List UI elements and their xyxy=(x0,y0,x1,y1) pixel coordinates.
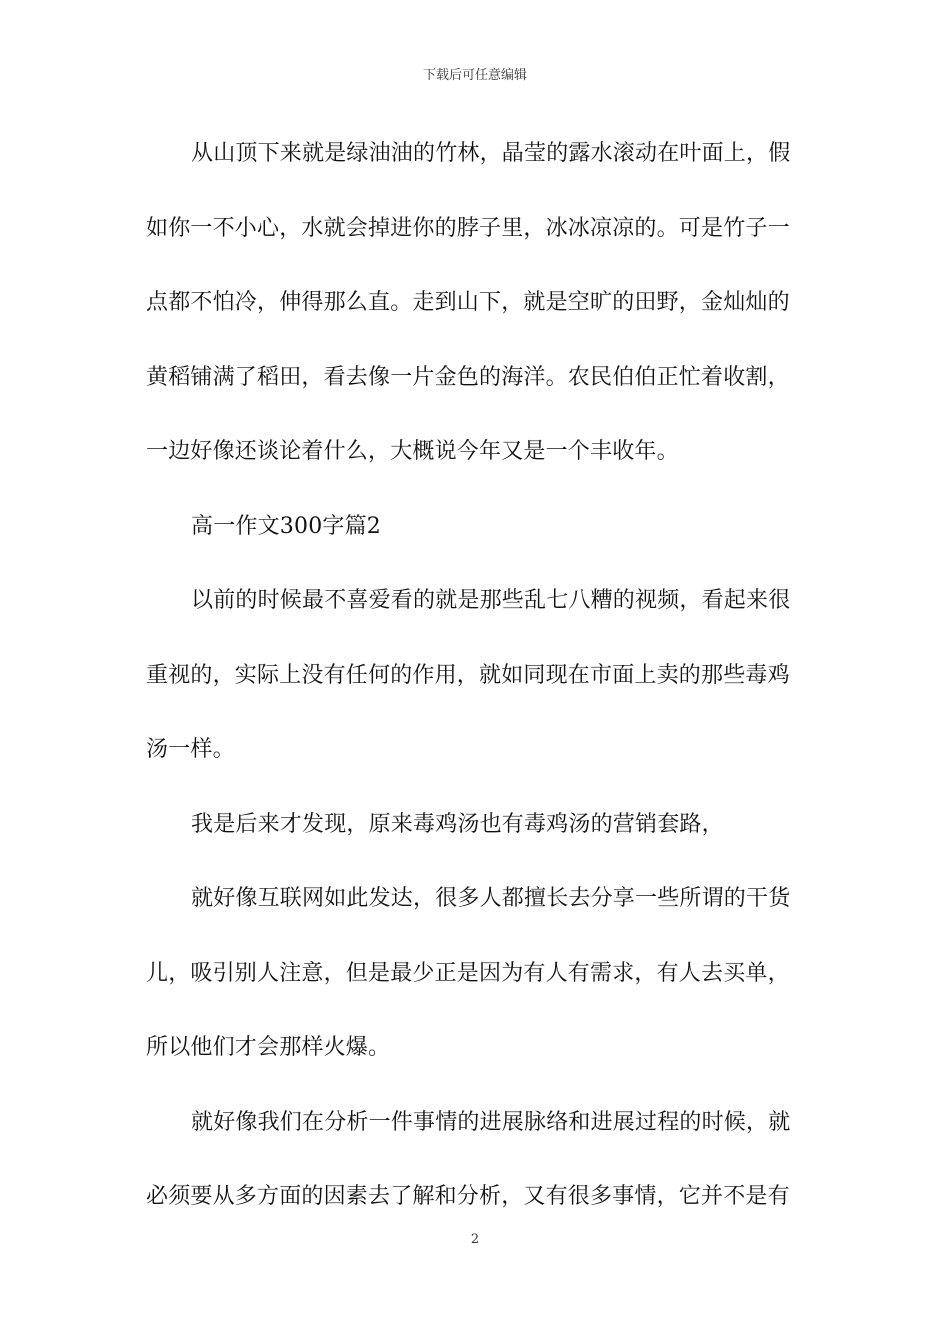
paragraph-line: 重视的，实际上没有任何的作用，就如同现在市面上卖的那些毒鸡 xyxy=(146,662,790,688)
document-body xyxy=(146,134,810,1252)
paragraph-line: 我是后来才发现，原来毒鸡汤也有毒鸡汤的营销套路， xyxy=(191,811,724,837)
paragraph-line: 就好像互联网如此发达，很多人都擅长去分享一些所谓的干货 xyxy=(191,886,791,911)
paragraph-line: 所以他们才会那样火爆。 xyxy=(146,1035,391,1060)
page-header: 下载后可任意编辑 xyxy=(422,68,527,83)
paragraph-line: 黄稻铺满了稻田，看去像一片金色的海洋。农民伯伯正忙着收割， xyxy=(146,364,790,390)
paragraph-line: 以前的时候最不喜爱看的就是那些乱七八糟的视频，看起来很 xyxy=(191,588,791,613)
section-heading: 高一作文300字篇2 xyxy=(191,513,381,539)
paragraph-line: 就好像我们在分析一件事情的进展脉络和进展过程的时候，就 xyxy=(191,1109,791,1135)
page-number: 2 xyxy=(470,1232,480,1247)
paragraph-line: 儿，吸引别人注意，但是最少正是因为有人有需求，有人去买单， xyxy=(146,960,790,986)
paragraph-line: 点都不怕冷，伸得那么直。走到山下，就是空旷的田野，金灿灿的 xyxy=(146,290,790,315)
paragraph-line: 必须要从多方面的因素去了解和分析，又有很多事情，它并不是有 xyxy=(146,1184,790,1209)
paragraph-line: 一边好像还谈论着什么，大概说今年又是一个丰收年。 xyxy=(146,439,679,464)
paragraph-line: 汤一样。 xyxy=(146,737,235,762)
paragraph-line: 如你一不小心，水就会掉进你的脖子里，冰冰凉凉的。可是竹子一 xyxy=(146,215,790,241)
paragraph-line: 从山顶下来就是绿油油的竹林，晶莹的露水滚动在叶面上，假 xyxy=(191,141,791,166)
